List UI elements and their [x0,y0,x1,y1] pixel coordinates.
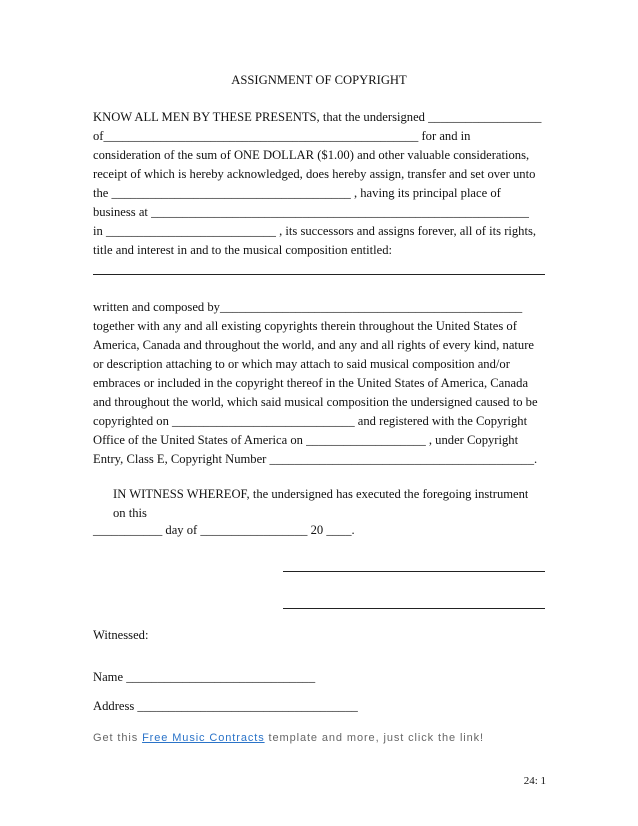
spacer [93,279,548,298]
body-line: receipt of which is hereby acknowledged, does hereby assign, transfer and set over unto [93,167,536,181]
body-line: together with any and all existing copyrights therein throughout the United States of [93,319,517,333]
body-line: in ___________________________ , its successors and assigns forever, all of its rights, [93,224,537,238]
body-line: and throughout the world, which said musical composition the undersigned caused to be [93,395,538,409]
composition-title-blank [93,260,548,279]
footer-promo [93,732,484,744]
signature-line-1 [283,571,545,572]
witness-clause [113,485,528,523]
assignment-body [93,108,548,469]
witness-name-line: Name ______________________________ [93,670,316,684]
document-title: ASSIGNMENT OF COPYRIGHT [231,73,407,87]
body-line: KNOW ALL MEN BY THESE PRESENTS, that the undersigned __________________ [93,110,542,124]
body-line: or description attaching to or which may attach to said musical composition and/or [93,357,510,371]
body-line: of__________________________________________________ for and in [93,129,471,143]
footer-suffix: template and more, just click the link! [264,732,485,744]
body-line: written and composed by________________________________________________ [93,300,523,314]
body-line: business at ____________________________________________________________ [93,205,529,219]
footer-prefix: Get this [93,732,143,744]
signature-line-2 [283,608,545,609]
body-line: copyrighted on _____________________________ and registered with the Copyright [93,414,528,428]
body-line: Office of the United States of America on ___________________ , under Copyright [93,433,519,447]
body-line: consideration of the sum of ONE DOLLAR ($1.00) and other valuable considerations, [93,148,530,162]
witness-address-line: Address ___________________________________ [93,699,358,713]
body-line: Entry, Class E, Copyright Number __________________________________________. [93,452,538,466]
free-music-contracts-link[interactable]: Free Music Contracts [142,732,265,744]
body-line: America, Canada and throughout the world, and any and all rights of every kind, nature [93,338,534,352]
body-line: the ______________________________________ , having its principal place of [93,186,501,200]
date-line: ___________ day of _________________ 20 ____. [93,523,355,537]
body-line: title and interest in and to the musical composition entitled: [93,243,393,257]
witnessed-label: Witnessed: [93,628,149,642]
witness-line: on this [113,506,147,520]
page-number: 24: 1 [523,775,546,787]
witness-line: IN WITNESS WHEREOF, the undersigned has executed the foregoing instrument [113,487,529,501]
body-line: embraces or included in the copyright thereof in the United States of America, Canada [93,376,529,390]
